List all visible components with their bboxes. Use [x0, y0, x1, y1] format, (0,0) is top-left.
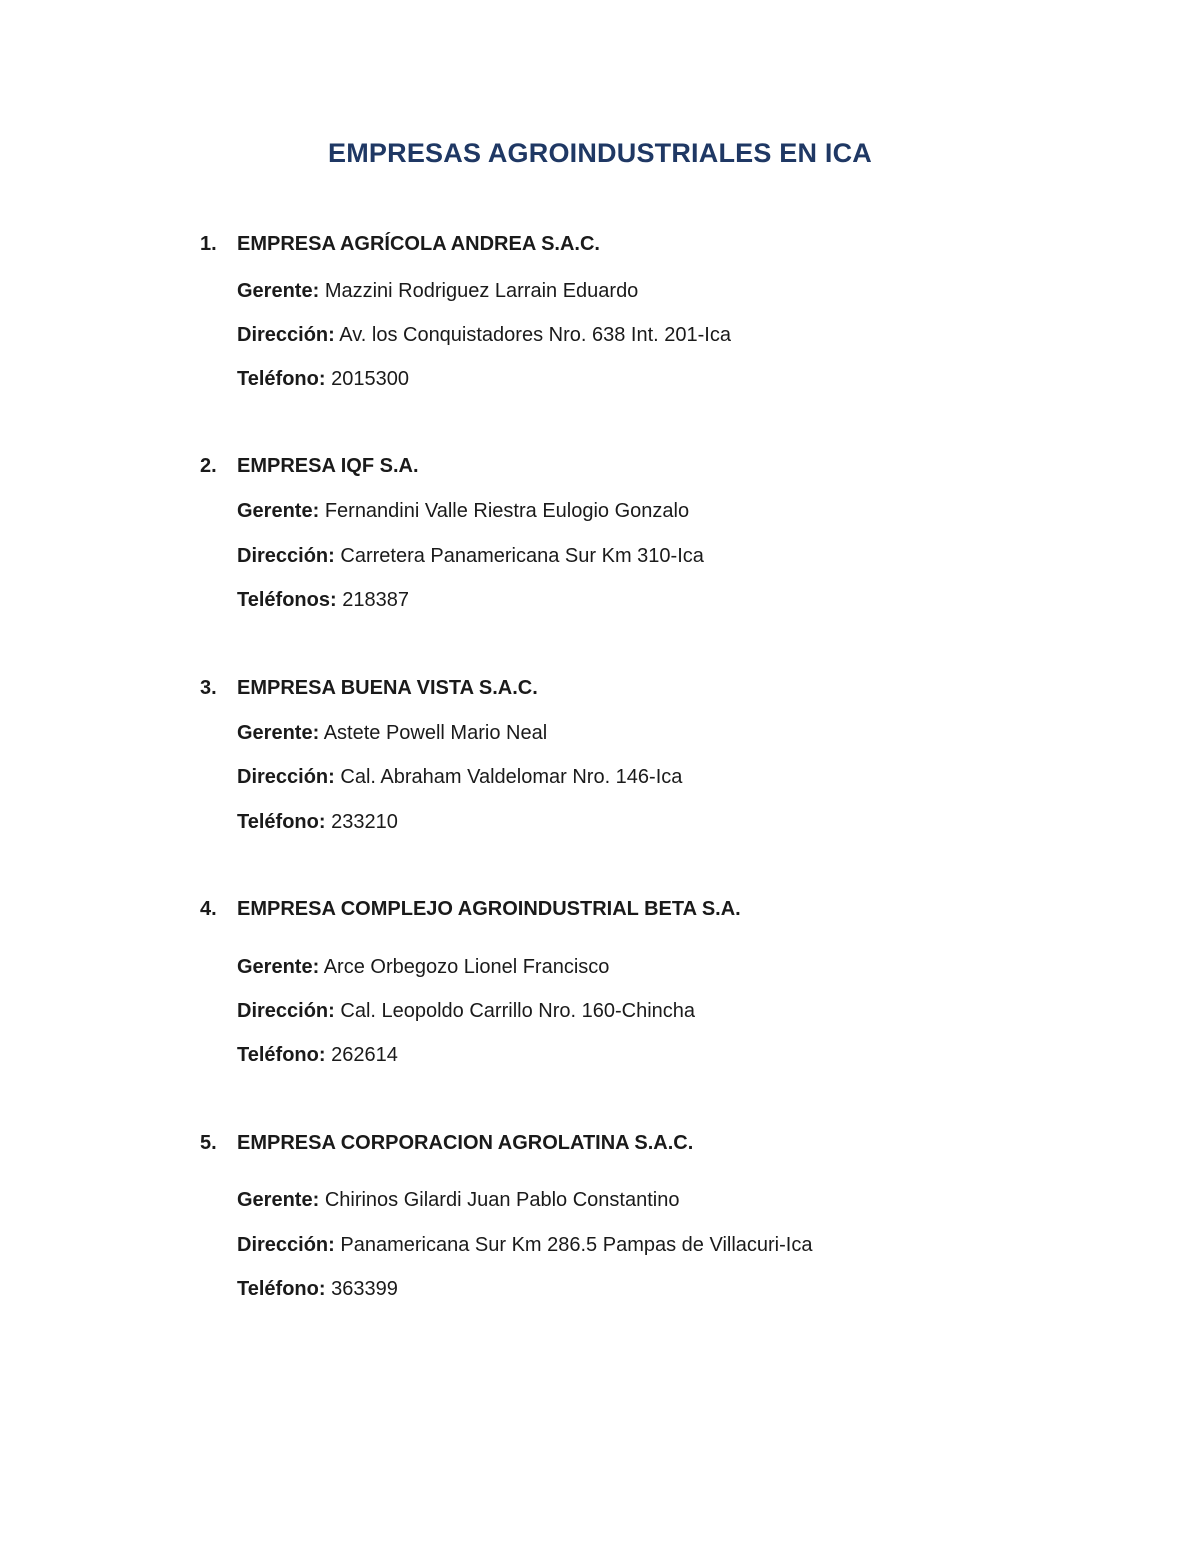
address-value: Cal. Abraham Valdelomar Nro. 146-Ica [340, 766, 683, 788]
company-name: EMPRESA COMPLEJO AGROINDUSTRIAL BETA S.A. [237, 898, 741, 920]
address-line [237, 1000, 695, 1023]
company-name: EMPRESA BUENA VISTA S.A.C. [237, 677, 538, 699]
company-number: 2. [200, 455, 217, 477]
company-name: EMPRESA AGRÍCOLA ANDREA S.A.C. [237, 233, 600, 255]
address-label: Dirección: [237, 766, 335, 788]
manager-label: Gerente: [237, 1189, 320, 1211]
phone-label: Teléfonos: [237, 589, 337, 611]
address-line [237, 545, 704, 568]
company-number: 1. [200, 233, 217, 255]
address-label: Dirección: [237, 1234, 335, 1256]
company-number: 4. [200, 898, 217, 920]
company-number: 5. [200, 1132, 217, 1154]
manager-value: Fernandini Valle Riestra Eulogio Gonzalo [324, 500, 690, 522]
phone-label: Teléfono: [237, 368, 326, 390]
address-label: Dirección: [237, 324, 335, 346]
manager-value: Mazzini Rodriguez Larrain Eduardo [324, 280, 639, 302]
manager-line [237, 1189, 679, 1212]
manager-line [237, 280, 638, 303]
company-heading [200, 898, 741, 921]
company-heading [200, 455, 419, 478]
phone-line [237, 1278, 398, 1301]
manager-value: Arce Orbegozo Lionel Francisco [323, 956, 610, 978]
phone-value: 262614 [331, 1044, 398, 1066]
company-number: 3. [200, 677, 217, 699]
company-heading [200, 677, 538, 700]
phone-value: 218387 [342, 589, 409, 611]
address-label: Dirección: [237, 545, 335, 567]
manager-label: Gerente: [237, 956, 320, 978]
address-value: Carretera Panamericana Sur Km 310-Ica [340, 545, 704, 567]
address-value: Av. los Conquistadores Nro. 638 Int. 201-Ica [339, 324, 731, 346]
manager-label: Gerente: [237, 500, 320, 522]
phone-value: 233210 [331, 811, 398, 833]
phone-label: Teléfono: [237, 1278, 326, 1300]
company-name: EMPRESA CORPORACION AGROLATINA S.A.C. [237, 1132, 694, 1154]
phone-value: 363399 [331, 1278, 398, 1300]
address-line [237, 766, 682, 789]
manager-line [237, 956, 609, 979]
phone-label: Teléfono: [237, 1044, 326, 1066]
manager-value: Astete Powell Mario Neal [323, 722, 548, 744]
phone-label: Teléfono: [237, 811, 326, 833]
address-line [237, 1234, 812, 1257]
document-title: EMPRESAS AGROINDUSTRIALES EN ICA [328, 138, 872, 168]
manager-value: Chirinos Gilardi Juan Pablo Constantino [324, 1189, 680, 1211]
manager-label: Gerente: [237, 280, 320, 302]
address-line [237, 324, 731, 347]
manager-line [237, 722, 547, 745]
phone-line [237, 1044, 398, 1067]
company-heading [200, 1132, 693, 1155]
phone-line [237, 368, 409, 391]
phone-line [237, 811, 398, 834]
manager-line [237, 500, 689, 523]
address-value: Cal. Leopoldo Carrillo Nro. 160-Chincha [340, 1000, 696, 1022]
address-value: Panamericana Sur Km 286.5 Pampas de Villacuri-Ica [340, 1234, 813, 1256]
manager-label: Gerente: [237, 722, 320, 744]
address-label: Dirección: [237, 1000, 335, 1022]
company-heading [200, 233, 600, 256]
phone-line [237, 589, 409, 612]
phone-value: 2015300 [331, 368, 409, 390]
company-name: EMPRESA IQF S.A. [237, 455, 419, 477]
